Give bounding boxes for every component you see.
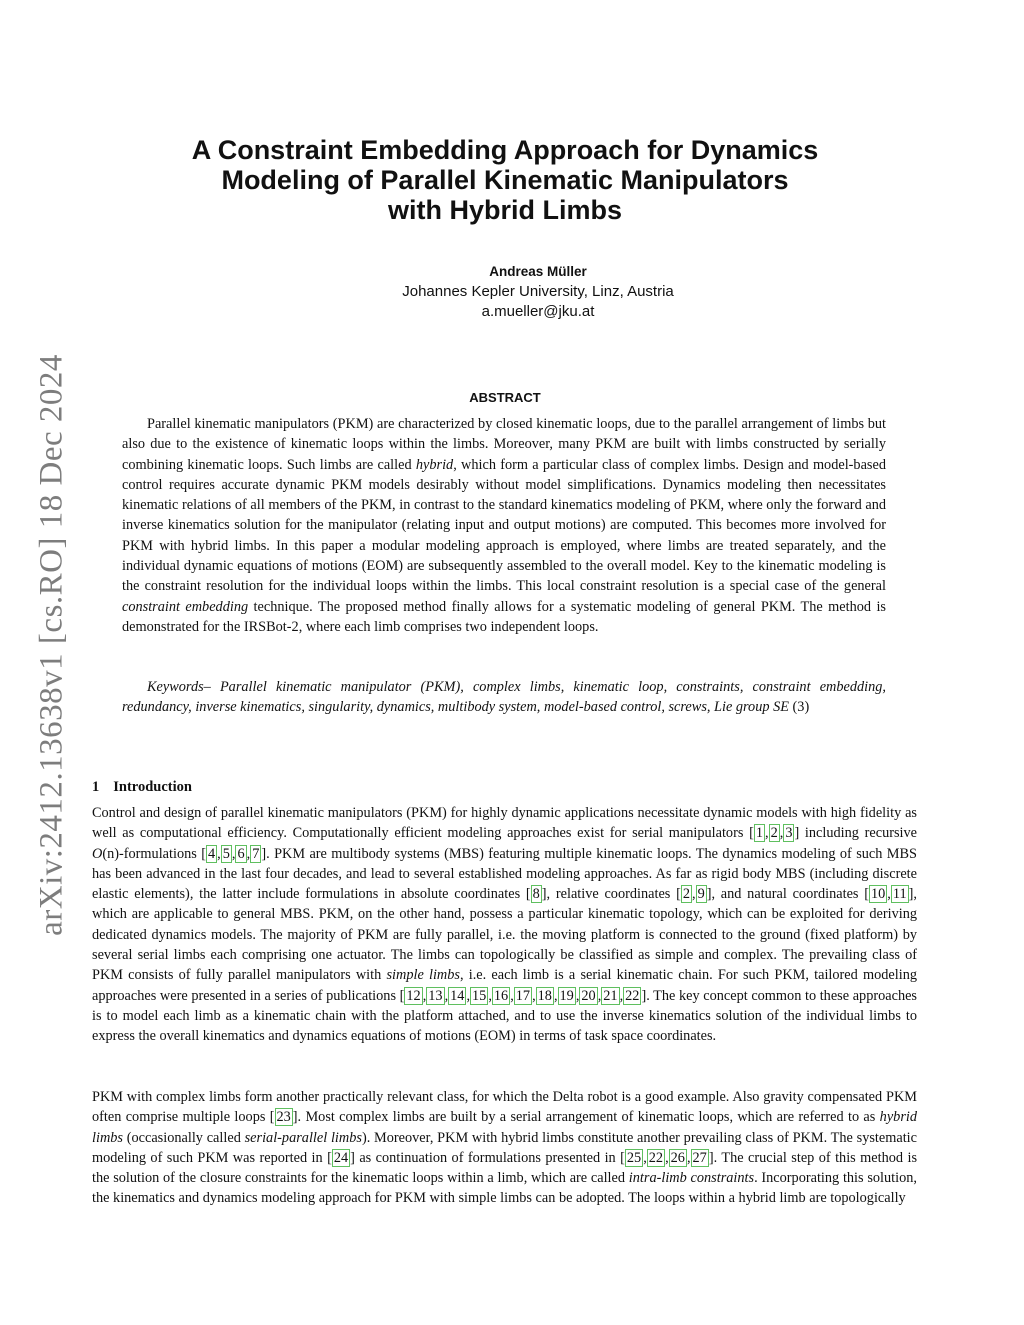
abstract-text: Parallel kinematic manipulators (PKM) are characterized by closed kinematic loops, due to the parallel arrangement of limbs but also due to the existence of kinematic loops within the limbs. Moreover, many PKM are built with limbs constructed by serially combining kinematic loops. Such limbs are called hybrid, which form a particular class of complex limbs. Design and model-based control requires accurate dynamic PKM models desirably without model simplifications. Dynamics modeling then necessitates kinematic relations of all members of the PKM, in contrast to the standard kinematics modeling of PKM, where only the forward and inverse kinematics solution for the manipulator (relating input and output motions) are computed. This becomes more involved for PKM with hybrid limbs. In this paper a modular modeling approach is employed, where limbs are treated separately, and the individual dynamic equations of motions (EOM) are subsequently assembled to the overall model. Key to the kinematic modeling is the constraint resolution for the individual loops within the limbs. This local constraint resolution is a special case of the general constraint embedding technique. The proposed method finally allows for a systematic modeling of general PKM. The method is demonstrated for the IRSBot-2, where each limb comprises two independent loops. [122, 416, 886, 635]
citation-link[interactable]: 19 [559, 987, 574, 1004]
citation-link[interactable]: 22 [648, 1149, 664, 1166]
citation-link[interactable]: 2 [682, 886, 690, 903]
citation-link[interactable]: 7 [252, 845, 260, 862]
citation-link[interactable]: 27 [692, 1149, 707, 1166]
citation-link[interactable]: 26 [670, 1149, 685, 1166]
title-line: Modeling of Parallel Kinematic Manipulators [221, 165, 789, 195]
keywords: Keywords– Parallel kinematic manipulator (PKM), complex limbs, kinematic loop, constraints, constraint embedding, redundancy, inverse kinematics, singularity, dynamics, multibody system, model-based control, screws, Lie group SE (3) [122, 679, 886, 716]
citation-link[interactable]: 4 [207, 845, 216, 862]
title-line: with Hybrid Limbs [387, 195, 622, 225]
citation-link[interactable]: 5 [222, 845, 230, 862]
citation-link[interactable]: 2 [770, 825, 778, 842]
citation-link[interactable]: 24 [333, 1149, 349, 1166]
citation-link[interactable]: 18 [537, 987, 552, 1004]
citation-link[interactable]: 13 [428, 987, 443, 1004]
citation-link[interactable]: 16 [493, 987, 509, 1004]
author-affiliation: Johannes Kepler University, Linz, Austria [402, 283, 674, 300]
intro-paragraph-2: PKM with complex limbs form another practically relevant class, for which the Delta robot is a good example. Also gravity compensated PKM often comprise multiple loops [ 23 ]. Most complex limbs are built by a serial arrangement of kinematic loops, which are referred to as hybrid limbs (occasionally called serial-parallel limbs). Moreover, PKM with hybrid limbs constitute another prevailing class of PKM. The systematic modeling of such PKM was reported in [ 24 ] as continuation of formulations presented in [ 25 , 22 , 26 , 27 ]. The crucial step of this method is the solution of the closure constraints for the kinematic loops within a limb, which are called intra-limb constraints. Incorporating this solution, the kinematics and dynamics modeling approach for PKM with simple limbs can be adopted. The loops within a hybrid limb are topologically [92, 1089, 918, 1207]
arxiv-identifier[interactable]: arXiv:2412.13638v1 [cs.RO] 18 Dec 2024 [33, 354, 70, 936]
citation-link[interactable]: 3 [785, 825, 793, 842]
citation-link[interactable]: 23 [276, 1109, 291, 1126]
citation-link[interactable]: 10 [870, 886, 886, 903]
title-line: A Constraint Embedding Approach for Dynamics [191, 135, 819, 165]
citation-link[interactable]: 21 [603, 987, 618, 1004]
citation-link[interactable]: 1 [755, 825, 764, 842]
author-name: Andreas Müller [489, 264, 587, 279]
citation-link[interactable]: 25 [626, 1149, 642, 1166]
citation-link[interactable]: 8 [532, 886, 540, 903]
abstract-heading: ABSTRACT [469, 390, 541, 405]
citation-link[interactable]: 22 [625, 987, 640, 1004]
citation-link[interactable]: 11 [892, 886, 907, 903]
citation-link[interactable]: 14 [450, 987, 465, 1004]
citation-link[interactable]: 9 [697, 886, 705, 903]
citation-link[interactable]: 12 [406, 987, 421, 1004]
author-email[interactable]: a.mueller@jku.at [481, 303, 595, 320]
paper-title [120, 135, 890, 225]
author-block [200, 262, 876, 322]
citation-link[interactable]: 6 [237, 845, 245, 862]
citation-link[interactable]: 17 [515, 987, 531, 1004]
intro-paragraph-1: Control and design of parallel kinematic manipulators (PKM) for highly dynamic applications necessitate dynamic models with high fidelity as well as computational efficiency. Computationally efficient modeling approaches exist for serial manipulators [ 1 , 2 , 3 ] including recursive O(n)-formulations [ 4 , 5 , 6 , 7 ]. PKM are multibody systems (MBS) featuring multiple kinematic loops. The dynamics modeling of such MBS has been advanced in the last four decades, and lead to several established modeling approaches. As far as rigid body MBS (including discrete elastic elements), the latter include formulations in absolute coordinates [ 8 ], relative coordinates [ 2 , 9 ], and natural coordinates [ 10 , 11 ], which are applicable to general MBS. PKM, on the other hand, possess a particular kinematic topology, which can be exploited for deriving dedicated dynamics models. The majority of PKM are fully parallel, i.e. the moving platform is connected to the ground (fixed platform) by several serial limbs each comprising one actuator. The limbs can topologically be classified as simple and complex. The prevailing class of PKM consists of fully parallel manipulators with simple limbs, i.e. each limb is a serial kinematic chain. For such PKM, tailored modeling approaches were presented in a series of publications [ 12 , 13 , 14 , 15 , 16 , 17 , 18 , 19 , 20 , 21 , 22 ]. The key concept common to these approaches is to model each limb as a kinematic chain with the platform attached, and to use the inverse kinematics solution of the individual limbs to express the overall kinematics and dynamics equations of motions (EOM) in terms of task space coordinates. [92, 805, 918, 1045]
citation-link[interactable]: 20 [581, 987, 596, 1004]
citation-link[interactable]: 15 [472, 987, 487, 1004]
section-heading: 1 Introduction [92, 779, 192, 795]
